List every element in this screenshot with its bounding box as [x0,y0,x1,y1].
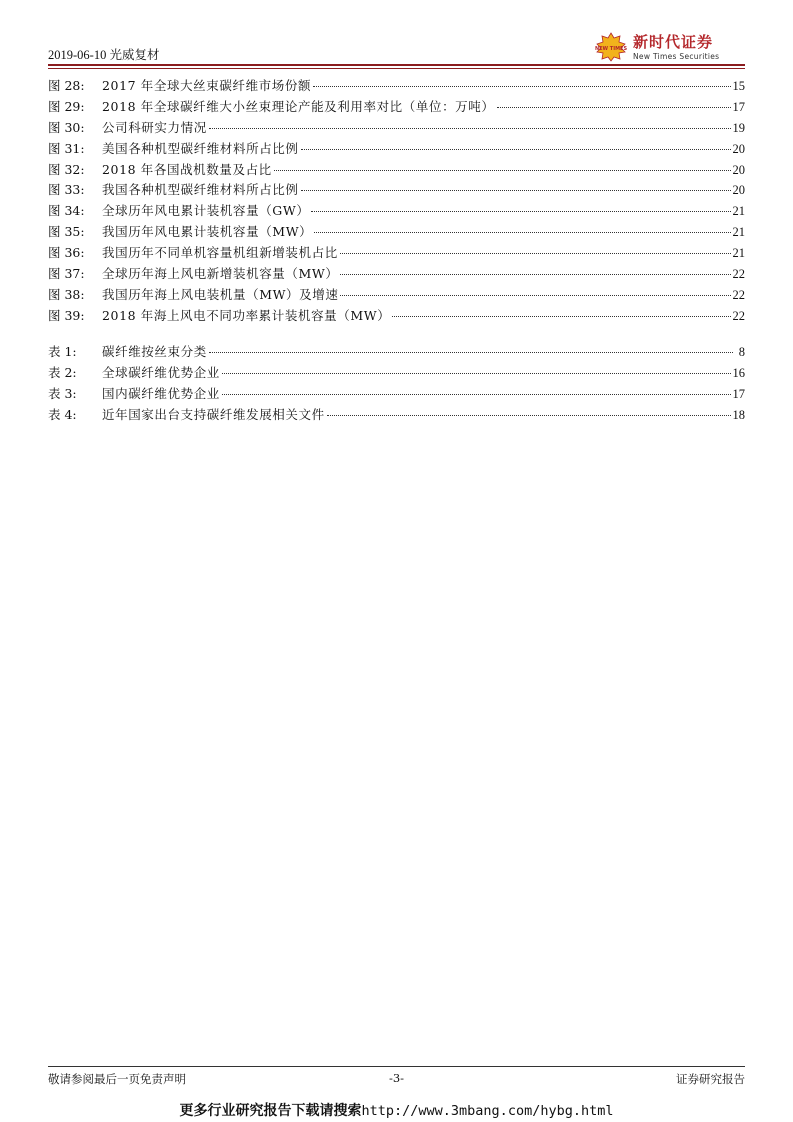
entry-label: 图 39: [48,307,85,323]
table-index-row[interactable] [48,384,745,405]
entry-page: 17 [732,99,745,114]
footer-report-type: 证券研究报告 [676,1072,745,1086]
entry-page: 22 [732,287,745,302]
entry-page: 20 [732,162,745,177]
entry-title: 美国各种机型碳纤维材料所占比例 [102,140,299,156]
figure-index-row[interactable] [48,243,745,264]
entry-label: 图 28: [48,78,85,93]
header-rule [48,64,745,66]
entry-title: 2018 年海上风电不同功率累计装机容量（MW） [102,307,391,323]
entry-page: 21 [732,225,745,240]
entry-label: 图 34: [48,203,85,219]
dot-leader [340,274,730,275]
table-index-row[interactable] [48,405,745,426]
entry-label: 表 1: [48,344,77,359]
figure-index-row[interactable] [48,139,745,160]
header-rule-thin [48,68,745,69]
dot-leader [311,211,730,212]
dot-leader [222,373,731,374]
entry-page: 15 [732,79,745,93]
entry-title: 2018 年全球碳纤维大小丝束理论产能及利用率对比（单位：万吨） [102,98,495,114]
dot-leader [314,232,730,233]
entry-page: 16 [732,365,745,380]
dot-leader [209,352,733,353]
entry-title: 我国历年不同单机容量机组新增装机占比 [102,245,338,261]
entry-title: 2017 年全球大丝束碳纤维市场份额 [102,78,312,93]
table-index-row[interactable] [48,363,745,384]
dot-leader [340,253,731,254]
new-times-badge-icon [595,32,627,62]
figure-index-row[interactable] [48,222,745,243]
entry-page: 20 [732,141,745,156]
entry-label: 表 2: [48,364,77,380]
download-banner [0,1100,793,1120]
entry-title: 全球历年风电累计装机容量（GW） [102,203,310,219]
figure-index-row[interactable] [48,97,745,118]
entry-page: 22 [732,308,745,323]
entry-label: 图 32: [48,161,85,177]
banner-url-link[interactable]: http://www.3mbang.com/hybg.html [361,1103,614,1119]
footer-disclaimer: 敬请参阅最后一页免责声明 [48,1072,186,1086]
entry-title: 我国各种机型碳纤维材料所占比例 [102,182,299,198]
header-date-title: 2019-06-10 光威复材 [48,48,160,62]
entry-label: 图 36: [48,245,85,261]
dot-leader [497,107,731,108]
figure-index-row[interactable] [48,76,745,97]
entry-title: 碳纤维按丝束分类 [102,344,207,359]
figure-index-row[interactable] [48,160,745,181]
figure-index-row[interactable] [48,201,745,222]
entry-label: 表 4: [48,406,77,422]
entry-label: 图 30: [48,119,85,135]
entry-title: 我国历年海上风电装机量（MW）及增速 [102,286,339,302]
entry-label: 图 31: [48,140,85,156]
entry-page: 20 [732,183,745,198]
entry-label: 图 33: [48,182,85,198]
table-index-row[interactable] [48,342,745,363]
entry-label: 表 3: [48,385,77,401]
entry-label: 图 35: [48,224,85,240]
entry-page: 8 [738,345,745,359]
figure-index [48,76,745,327]
entry-title: 全球碳纤维优势企业 [102,364,220,380]
entry-title: 我国历年风电累计装机容量（MW） [102,224,313,240]
dot-leader [301,190,731,191]
entry-label: 图 37: [48,266,85,282]
entry-title: 全球历年海上风电新增装机容量（MW） [102,266,339,282]
dot-leader [301,149,731,150]
figure-index-row[interactable] [48,118,745,139]
brand-logo [595,30,745,64]
dot-leader [274,170,731,171]
brand-name-cn: 新时代证券 [633,33,714,51]
dot-leader [340,295,730,296]
figure-index-row[interactable] [48,264,745,285]
entry-page: 21 [732,204,745,219]
entry-page: 17 [732,386,745,401]
dot-leader [392,316,730,317]
figure-index-row[interactable] [48,306,745,327]
entry-title: 2018 年各国战机数量及占比 [102,161,272,177]
brand-name-en: New Times Securities [633,52,720,61]
entry-page: 19 [732,120,745,135]
new-times-badge-text: NEW TIMES [595,46,627,52]
entry-page: 21 [732,246,745,261]
entry-page: 18 [732,407,745,422]
figure-index-row[interactable] [48,285,745,306]
entry-page: 22 [732,267,745,282]
entry-title: 国内碳纤维优势企业 [102,385,220,401]
entry-title: 公司科研实力情况 [102,119,207,135]
figure-index-row[interactable] [48,180,745,201]
footer-rule [48,1066,745,1067]
table-index [48,342,745,426]
entry-label: 图 29: [48,98,85,114]
entry-title: 近年国家出台支持碳纤维发展相关文件 [102,406,325,422]
dot-leader [327,415,731,416]
page-number: -3- [388,1071,405,1085]
dot-leader [209,128,731,129]
dot-leader [313,86,730,87]
entry-label: 图 38: [48,286,85,302]
banner-text: 更多行业研究报告下载请搜索 [179,1103,362,1119]
dot-leader [222,394,731,395]
